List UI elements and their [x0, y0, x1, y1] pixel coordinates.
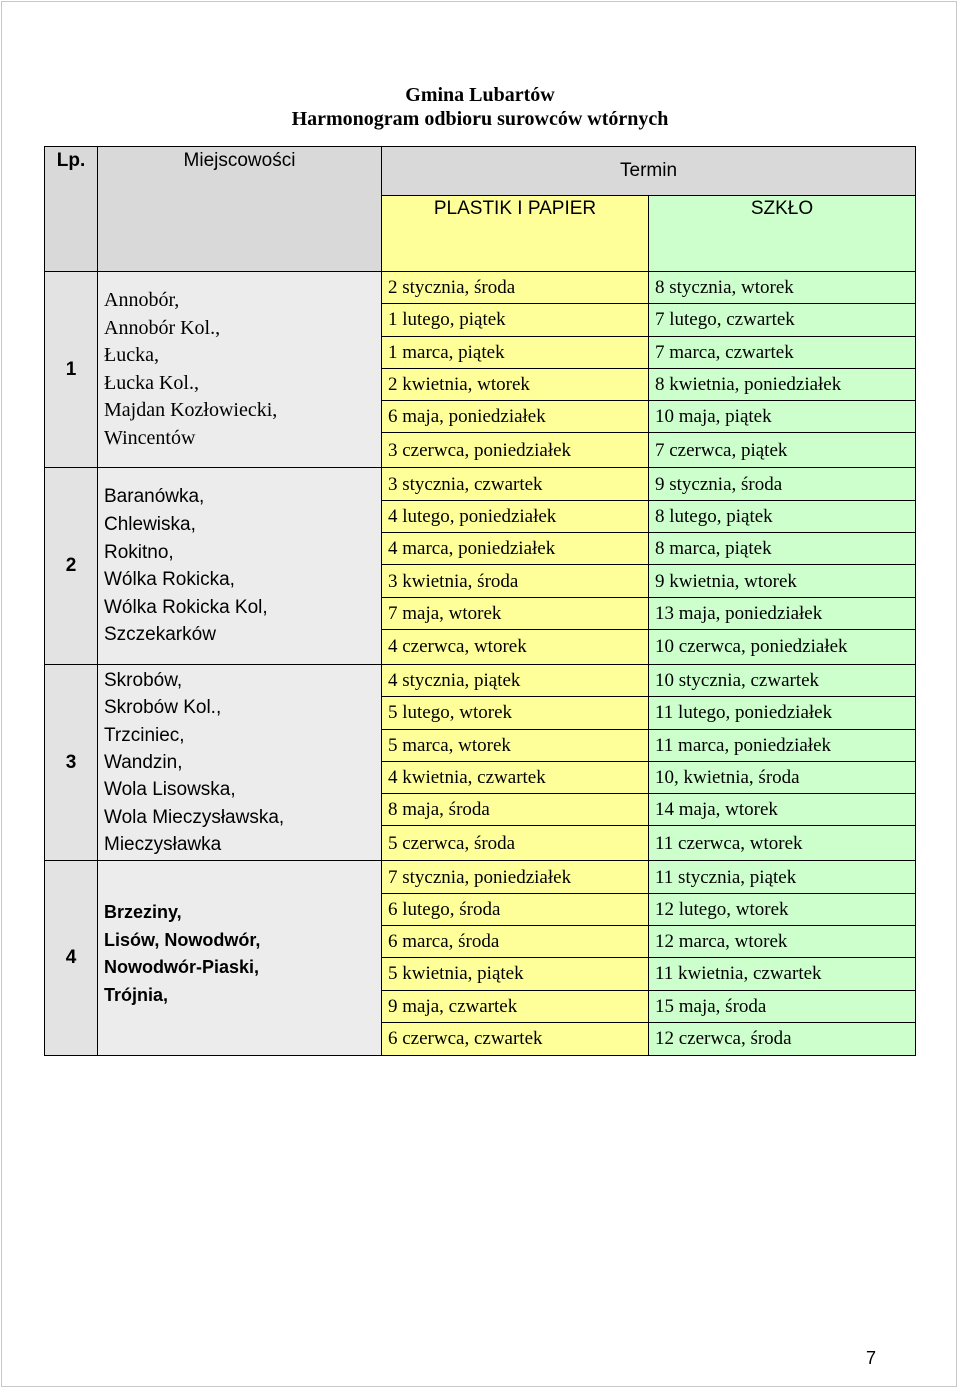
place-name: Mieczysławka [104, 833, 222, 855]
place-name: Skrobów Kol., [104, 697, 222, 719]
place-name: Brzeziny, [104, 902, 182, 923]
table-row [45, 272, 916, 304]
plastik-date: 3 kwietnia, środa [382, 565, 649, 597]
plastik-date: 4 lutego, poniedziałek [382, 500, 649, 532]
place-name: Wandzin, [104, 752, 183, 774]
szklo-date: 11 marca, poniedziałek [649, 729, 916, 761]
szklo-date: 7 lutego, czwartek [649, 304, 916, 336]
plastik-date: 6 czerwca, czwartek [382, 1022, 649, 1055]
plastik-date: 5 lutego, wtorek [382, 697, 649, 729]
szklo-date: 10 czerwca, poniedziałek [649, 629, 916, 664]
place-name: Rokitno, [104, 541, 174, 563]
header-places-label: Miejscowości [183, 150, 296, 171]
szklo-date: 10 stycznia, czwartek [649, 664, 916, 696]
plastik-date: 4 marca, poniedziałek [382, 533, 649, 565]
szklo-date: 8 kwietnia, poniedziałek [649, 368, 916, 400]
szklo-date: 12 marca, wtorek [649, 926, 916, 958]
table-row [45, 861, 916, 893]
szklo-date: 12 lutego, wtorek [649, 893, 916, 925]
page-number: 7 [865, 1348, 876, 1368]
plastik-date: 3 czerwca, poniedziałek [382, 433, 649, 468]
szklo-date: 8 lutego, piątek [649, 500, 916, 532]
szklo-date: 9 stycznia, środa [649, 468, 916, 500]
plastik-date: 1 marca, piątek [382, 336, 649, 368]
plastik-date: 6 maja, poniedziałek [382, 401, 649, 433]
szklo-date: 7 czerwca, piątek [649, 433, 916, 468]
table-row [45, 468, 916, 500]
szklo-date: 11 lutego, poniedziałek [649, 697, 916, 729]
group-number: 1 [45, 272, 98, 468]
place-name: Chlewiska, [104, 514, 196, 536]
header-term [382, 147, 916, 196]
plastik-date: 9 maja, czwartek [382, 990, 649, 1022]
group-places [98, 272, 382, 468]
place-name: Trzciniec, [104, 724, 185, 746]
place-name: Wola Mieczysławska, [104, 806, 285, 828]
szklo-date: 10 maja, piątek [649, 401, 916, 433]
place-name: Skrobów, [104, 670, 183, 692]
szklo-date: 7 marca, czwartek [649, 336, 916, 368]
szklo-date: 11 czerwca, wtorek [649, 826, 916, 861]
place-name: Wólka Rokicka, [104, 569, 235, 591]
group-places [98, 664, 382, 860]
place-name: Baranówka, [104, 486, 205, 508]
place-name: Wólka Rokicka Kol, [104, 596, 268, 618]
plastik-date: 7 stycznia, poniedziałek [382, 861, 649, 893]
group-places [98, 468, 382, 664]
group-number: 3 [45, 664, 98, 860]
plastik-date: 5 czerwca, środa [382, 826, 649, 861]
place-name: Szczekarków [104, 624, 216, 646]
plastik-date: 4 czerwca, wtorek [382, 629, 649, 664]
header-lp [45, 147, 98, 272]
szklo-date: 15 maja, środa [649, 990, 916, 1022]
plastik-date: 2 kwietnia, wtorek [382, 368, 649, 400]
page-title: Gmina Lubartów [405, 84, 555, 106]
page-subtitle: Harmonogram odbioru surowców wtórnych [291, 108, 669, 130]
table-row [45, 664, 916, 696]
szklo-date: 10, kwietnia, środa [649, 761, 916, 793]
place-name: Wincentów [104, 426, 196, 449]
group-places [98, 861, 382, 1055]
place-name: Wola Lisowska, [104, 779, 236, 801]
plastik-date: 4 stycznia, piątek [382, 664, 649, 696]
group-number: 4 [45, 861, 98, 1055]
header-szklo-label: SZKŁO [750, 198, 814, 219]
plastik-date: 5 kwietnia, piątek [382, 958, 649, 990]
plastik-date: 8 maja, środa [382, 794, 649, 826]
plastik-date: 1 lutego, piątek [382, 304, 649, 336]
schedule-table [44, 146, 916, 1056]
szklo-date: 13 maja, poniedziałek [649, 597, 916, 629]
place-name: Majdan Kozłowiecki, [104, 399, 278, 422]
szklo-date: 8 marca, piątek [649, 533, 916, 565]
place-name: Trójnia, [104, 984, 169, 1005]
header-plastik [382, 196, 649, 272]
szklo-date: 8 stycznia, wtorek [649, 272, 916, 304]
szklo-date: 11 stycznia, piątek [649, 861, 916, 893]
plastik-date: 3 stycznia, czwartek [382, 468, 649, 500]
szklo-date: 14 maja, wtorek [649, 794, 916, 826]
place-name: Lisów, Nowodwór, [104, 929, 261, 950]
szklo-date: 12 czerwca, środa [649, 1022, 916, 1055]
plastik-date: 2 stycznia, środa [382, 272, 649, 304]
plastik-date: 4 kwietnia, czwartek [382, 761, 649, 793]
header-plastik-label: PLASTIK I PAPIER [433, 198, 597, 219]
szklo-date: 11 kwietnia, czwartek [649, 958, 916, 990]
header-lp-label: Lp. [56, 150, 86, 171]
szklo-date: 9 kwietnia, wtorek [649, 565, 916, 597]
group-number: 2 [45, 468, 98, 664]
plastik-date: 6 lutego, środa [382, 893, 649, 925]
place-name: Nowodwór-Piaski, [104, 957, 260, 978]
plastik-date: 5 marca, wtorek [382, 729, 649, 761]
header-places [98, 147, 382, 272]
place-name: Annobór Kol., [104, 316, 221, 339]
plastik-date: 7 maja, wtorek [382, 597, 649, 629]
place-name: Annobór, [104, 288, 180, 311]
plastik-date: 6 marca, środa [382, 926, 649, 958]
header-term-label: Termin [620, 160, 678, 181]
place-name: Łucka, [104, 344, 159, 367]
place-name: Łucka Kol., [104, 371, 199, 394]
header-szklo [649, 196, 916, 272]
